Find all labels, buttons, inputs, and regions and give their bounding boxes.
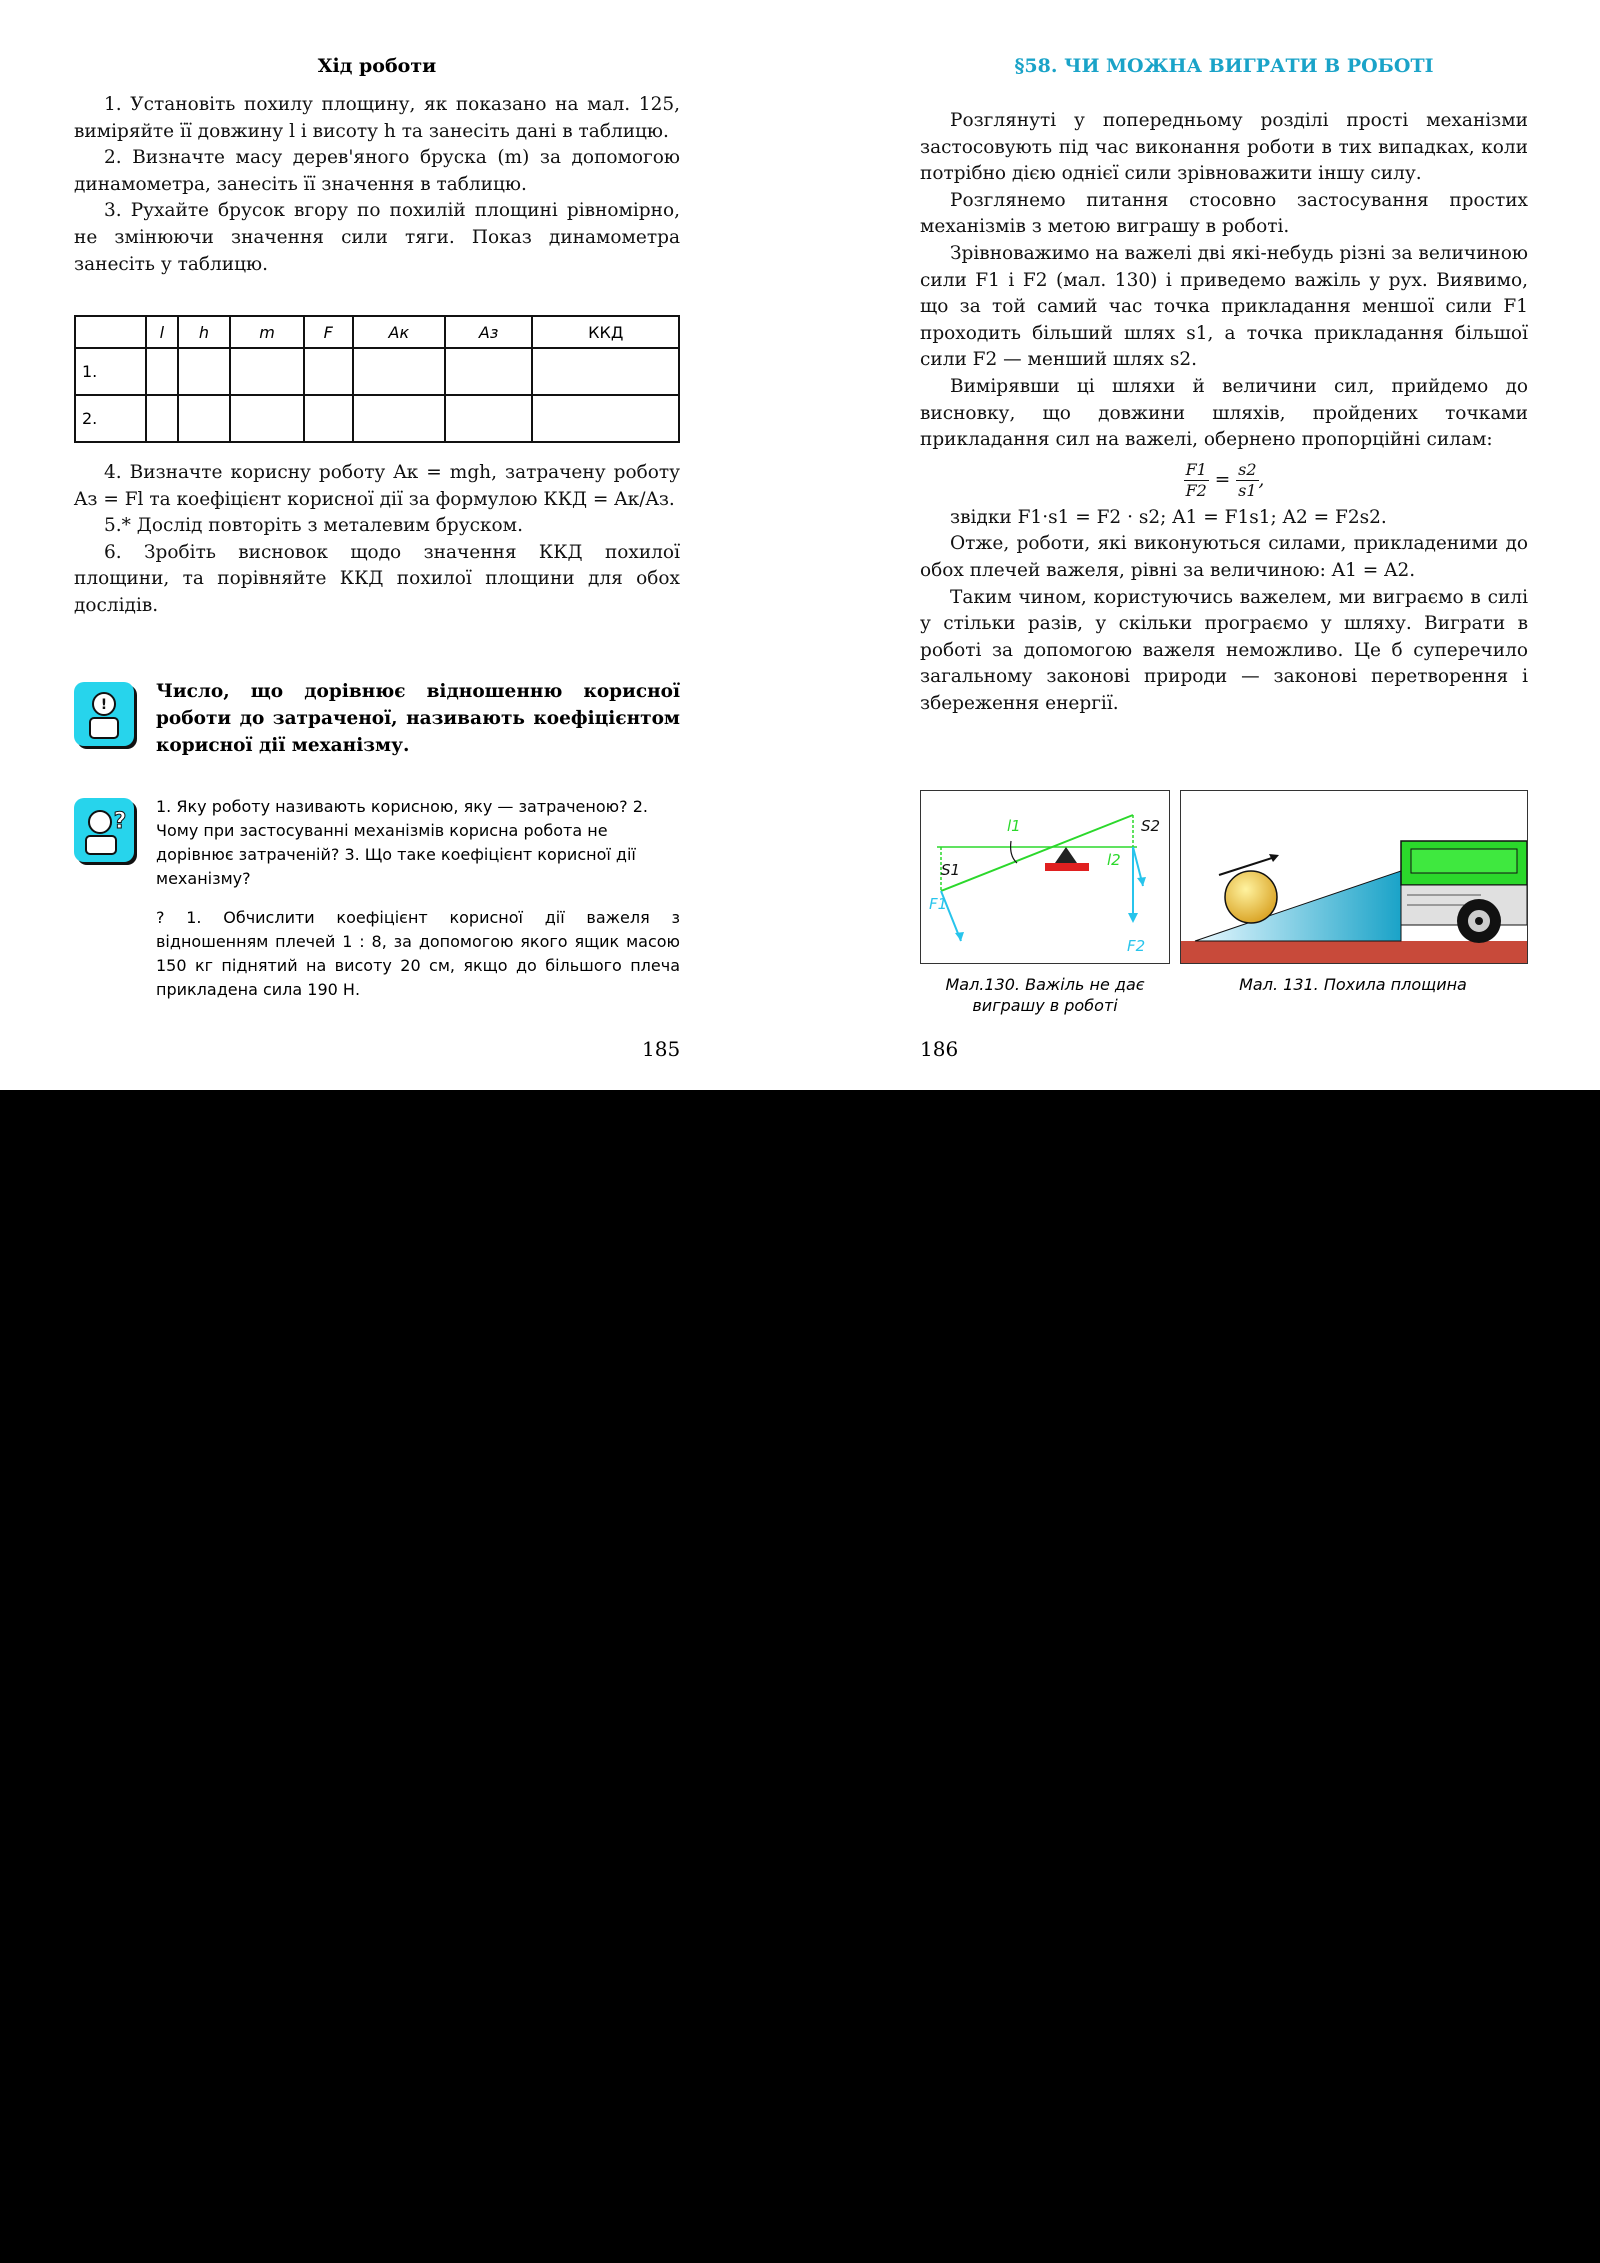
- label-s1: S1: [941, 861, 961, 879]
- table-row: [75, 395, 679, 442]
- table-cell: [445, 395, 533, 442]
- table-cell: [178, 348, 231, 395]
- step-5: 5.* Дослід повторіть з металевим бруском.: [104, 515, 523, 537]
- table-cell: [146, 348, 178, 395]
- measurements-table: [74, 315, 680, 443]
- section-title: §58. ЧИ МОЖНА ВИГРАТИ В РОБОТІ: [1014, 55, 1434, 77]
- review-questions: [156, 795, 680, 891]
- label-l2: l2: [1107, 851, 1121, 869]
- table-header: l: [146, 316, 178, 348]
- paragraph: Розглянемо питання стосовно застосування простих механізмів з метою виграшу в роботі.: [920, 189, 1528, 238]
- page-number-left: 185: [642, 1037, 681, 1061]
- table-header: F: [304, 316, 353, 348]
- paragraph: Отже, роботи, які виконуються силами, прикладеними до обох плечей важеля, рівні за величиною: A1 = A2.: [920, 533, 1528, 581]
- table-cell: [532, 348, 679, 395]
- table-cell: [178, 395, 231, 442]
- figure-lever: [920, 790, 1170, 964]
- formula-s2: s2: [1238, 459, 1257, 479]
- work-procedure-title: Хід роботи: [317, 55, 437, 77]
- paragraph: Вимірявши ці шляхи й величини сил, прийдемо до висновку, що довжини шляхів, пройдених точками прикладання сил на важелі, обернено пропорційні силам:: [920, 375, 1528, 451]
- table-header: m: [230, 316, 303, 348]
- table-row: [75, 348, 679, 395]
- svg-text:!: !: [100, 697, 108, 713]
- section-text: [920, 108, 1528, 717]
- problem-task: ? 1. Обчислити коефіцієнт корисної дії важеля з відношенням плечей 1 : 8, за допомогою якого ящик масою 150 кг піднятий на висоту 20 см, якщо до більшого плеча прикладена сила 190 Н.: [156, 908, 680, 999]
- table-header: [75, 316, 146, 348]
- table-cell: [146, 395, 178, 442]
- procedure-steps-2: [74, 460, 680, 620]
- definition-icon: [74, 682, 134, 746]
- formula-f2: F2: [1185, 480, 1207, 500]
- row-number: 2.: [75, 395, 146, 442]
- paragraph: Таким чином, користуючись важелем, ми виграємо в силі у стільки разів, у скільки програємо у шляху. Виграти в роботі за допомогою важеля неможливо. Це б суперечило загальному законові природи — законові перетворення і збереження енергії.: [920, 586, 1528, 714]
- step-3: 3. Рухайте брусок вгору по похилій площині рівномірно, не змінюючи значення сили тяги. Показ динамометра занесіть у таблицю.: [74, 200, 680, 275]
- fig131-caption: Мал. 131. Похила площина: [1239, 975, 1467, 994]
- row-number: 1.: [75, 348, 146, 395]
- table-cell: [532, 395, 679, 442]
- step-6: 6. Зробіть висновок щодо значення ККД похилої площини, та порівняйте ККД похилої площини для обох дослідів.: [74, 541, 680, 616]
- figure-inclined-plane: [1180, 790, 1528, 964]
- proportion-formula: $\frac{F1}{F2}$ = $\frac{s2}{s1}$ ,: [1185, 459, 1265, 500]
- step-4: 4. Визначте корисну роботу Aк = mgh, затрачену роботу Aз = Fl та коефіцієнт корисної дії за формулою ККД = Aк/Aз.: [74, 462, 680, 510]
- label-f2: F2: [1127, 937, 1146, 955]
- paragraph: Зрівноважимо на важелі дві які-небудь різні за величиною сили F1 і F2 (мал. 130) і приведемо важіль у рух. Виявимо, що за той самий час точка прикладання меншої сили F1 проходить більший шлях s1, а точка прикладання більшої сили F2 — менший шлях s2.: [920, 242, 1528, 371]
- fig130-caption: Мал.130. Важіль не дає виграшу в роботі: [945, 975, 1145, 1015]
- step-2: 2. Визначте масу дерев'яного бруска (m) за допомогою динамометра, занесіть її значення в таблицю.: [74, 147, 680, 195]
- table-cell: [445, 348, 533, 395]
- step-1: 1. Установіть похилу площину, як показано на мал. 125, виміряйте її довжину l і висоту h та занесіть дані в таблицю.: [74, 94, 680, 142]
- table-header-row: [75, 316, 679, 348]
- questions-text: 1. Яку роботу називають корисною, яку — затраченою? 2. Чому при застосуванні механізмів корисна робота не дорівнює затраченій? 3. Що таке коефіцієнт корисної дії механізму?: [156, 797, 648, 888]
- svg-text:?: ?: [113, 809, 127, 834]
- paragraph: Розглянуті у попередньому розділі прості механізми застосовують під час виконання роботи в тих випадках, коли потрібно дією однієї сили зрівноважити іншу силу.: [920, 110, 1528, 185]
- table-cell: [304, 348, 353, 395]
- table-cell: [230, 395, 303, 442]
- questions-icon: [74, 798, 134, 862]
- definition-text: Число, що дорівнює відношенню корисної роботи до затраченої, називають коефіцієнтом корисної дії механізму.: [156, 681, 680, 756]
- label-f1: F1: [929, 895, 948, 913]
- table-header: Aк: [353, 316, 445, 348]
- table-cell: [353, 395, 445, 442]
- table-header: Aз: [445, 316, 533, 348]
- table-cell: [353, 348, 445, 395]
- page-number-right: 186: [920, 1037, 959, 1061]
- procedure-steps: [74, 92, 680, 278]
- table-header: h: [178, 316, 231, 348]
- table-cell: [304, 395, 353, 442]
- label-s2: S2: [1141, 817, 1161, 835]
- formula-s1: s1: [1238, 480, 1257, 500]
- table-cell: [230, 348, 303, 395]
- label-l1: l1: [1007, 817, 1021, 835]
- formula-f1: F1: [1185, 459, 1207, 479]
- after-formula: звідки F1·s1 = F2 · s2; A1 = F1s1; A2 = F2s2.: [950, 506, 1387, 528]
- book-spread: [0, 0, 1600, 1090]
- table-header: ККД: [532, 316, 679, 348]
